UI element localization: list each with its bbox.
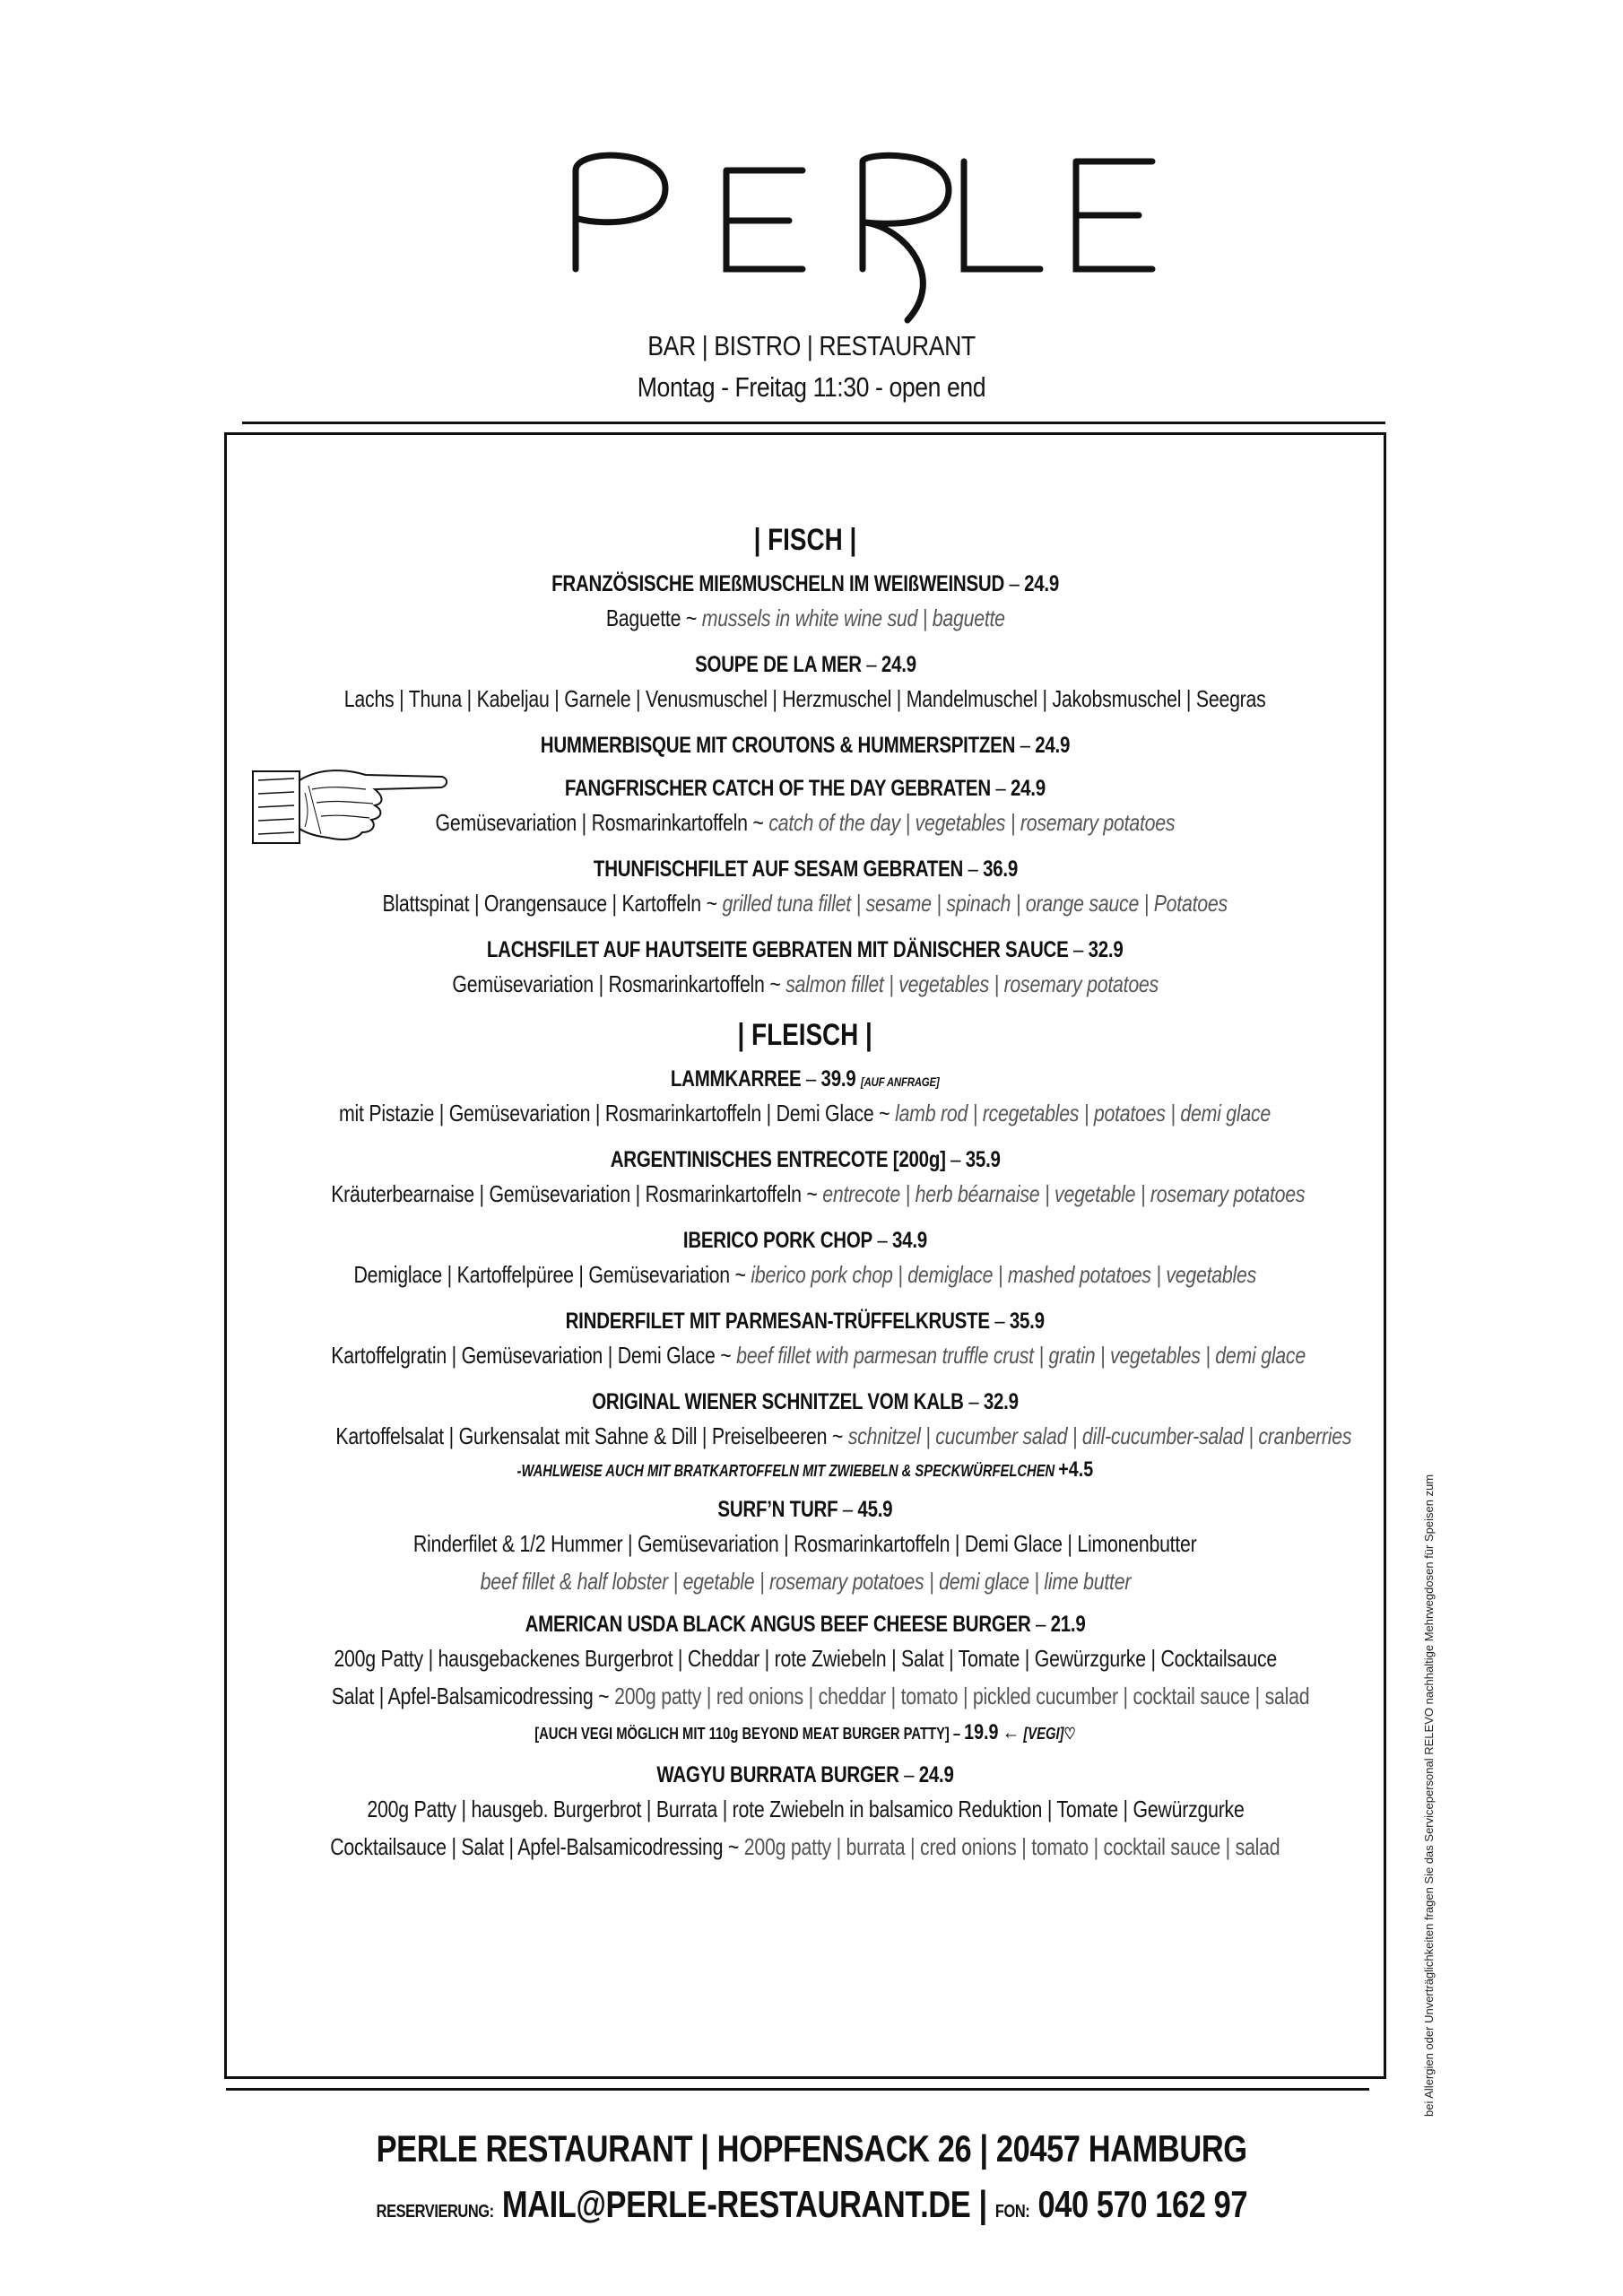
menu-item: FRANZÖSISCHE MIEßMUSCHELN IM WEIßWEINSUD – 24.9 Baguette ~ mussels in white wine sud | baguette [551, 571, 1059, 631]
item-name: RINDERFILET MIT PARMESAN-TRÜFFELKRUSTE [565, 1309, 991, 1334]
section-title-fisch: | FISCH | [753, 523, 857, 557]
footer-address: PERLE RESTAURANT | HOPFENSACK 26 | 20457 HAMBURG [376, 2127, 1247, 2170]
email-link[interactable]: MAIL@PERLE-RESTAURANT.DE [501, 2183, 970, 2225]
item-desc-de: Lachs | Thuna | Kabeljau | Garnele | Venusmuschel | Herzmuschel | Mandelmuschel | Jakobsmuschel | Seegras [344, 685, 1266, 712]
menu-content [224, 520, 1386, 1866]
item-name: WAGYU BURRATA BURGER [656, 1762, 899, 1787]
tagline: BAR | BISTRO | RESTAURANT [647, 330, 976, 361]
item-desc-en: lamb rod | rcegetables | potatoes | demi glace [895, 1100, 1271, 1126]
vegi-option-note: [AUCH VEGI MÖGLICH MIT 110g BEYOND MEAT BURGER PATTY] [534, 1725, 950, 1743]
item-name: HUMMERBISQUE MIT CROUTONS & HUMMERSPITZEN [540, 733, 1016, 758]
menu-item: LACHSFILET AUF HAUTSEITE GEBRATEN MIT DÄNISCHER SAUCE – 32.9 Gemüsevariation | Rosmarinkartoffeln ~ salmon fillet | vegetables | rosemary potatoes [452, 937, 1159, 997]
item-price: 32.9 [983, 1389, 1019, 1414]
opening-hours: Montag - Freitag 11:30 - open end [637, 371, 986, 403]
item-price: 32.9 [1088, 937, 1124, 962]
reservation-label: RESERVIERUNG: [376, 2202, 494, 2222]
item-price: 34.9 [892, 1228, 928, 1253]
item-price: 39.9 [820, 1066, 856, 1091]
menu-item: IBERICO PORK CHOP – 34.9 Demiglace | Kartoffelpüree | Gemüsevariation ~ iberico pork chop | demiglace | mashed potatoes | vegetables [353, 1228, 1257, 1288]
item-desc-en: entrecote | herb béarnaise | vegetable | rosemary potatoes [822, 1180, 1306, 1207]
footer-contact: RESERVIERUNG: MAIL@PERLE-RESTAURANT.DE | FON: 040 570 162 97 [376, 2183, 1247, 2225]
menu-item: ORIGINAL WIENER SCHNITZEL VOM KALB – 32.9 Kartoffelsalat | Gurkensalat mit Sahne & Dill | Preiselbeeren ~ schnitzel | cucumber salad | dill-cucumber-salad | cranberries -WAHLWEISE AUCH MIT BRATKARTOFFELN MIT ZWIEBELN & SPECKWÜRFELCHEN +4.5 [335, 1389, 1352, 1482]
item-desc-de: mit Pistazie | Gemüsevariation | Rosmarinkartoffeln | Demi Glace ~ [339, 1100, 890, 1126]
phone-label: FON: [994, 2202, 1029, 2222]
menu-item: HUMMERBISQUE MIT CROUTONS & HUMMERSPITZEN – 24.9 [540, 733, 1071, 758]
item-price: 24.9 [1035, 733, 1071, 758]
menu-item: FANGFRISCHER CATCH OF THE DAY GEBRATEN – 24.9 Gemüsevariation | Rosmarinkartoffeln ~ catch of the day | vegetables | rosemary potatoes [435, 776, 1176, 836]
section-title-fleisch: | FLEISCH | [737, 1018, 873, 1052]
item-desc-de: Blattspinat | Orangensauce | Kartoffeln ~ [382, 890, 718, 917]
item-desc-de: Rinderfilet & 1/2 Hummer | Gemüsevariation | Rosmarinkartoffeln | Demi Glace | Limonenbutter [413, 1530, 1197, 1557]
item-desc-de: Demiglace | Kartoffelpüree | Gemüsevariation ~ [353, 1261, 746, 1288]
item-desc-en: grilled tuna fillet | sesame | spinach | orange sauce | Potatoes [722, 890, 1228, 917]
item-price: 24.9 [1011, 776, 1046, 801]
item-price: 35.9 [1010, 1309, 1046, 1334]
item-name: SOUPE DE LA MER [694, 652, 862, 677]
item-price: 24.9 [1024, 571, 1059, 596]
item-desc-en: iberico pork chop | demiglace | mashed potatoes | vegetables [751, 1261, 1257, 1288]
item-desc-en: salmon fillet | vegetables | rosemary potatoes [785, 970, 1159, 997]
item-option-note: -WAHLWEISE AUCH MIT BRATKARTOFFELN MIT ZWIEBELN & SPECKWÜRFELCHEN [516, 1462, 1055, 1480]
item-price: 24.9 [918, 1762, 954, 1787]
item-name: IBERICO PORK CHOP [682, 1228, 873, 1253]
item-name: THUNFISCHFILET AUF SESAM GEBRATEN [593, 857, 963, 882]
item-name: LAMMKARREE [671, 1066, 802, 1091]
item-desc-de: Gemüsevariation | Rosmarinkartoffeln ~ [435, 809, 764, 836]
item-price: 35.9 [965, 1147, 1001, 1172]
item-desc-de: Kartoffelsalat | Gurkensalat mit Sahne & Dill | Preiselbeeren ~ [335, 1422, 844, 1449]
menu-item: SURF’N TURF – 45.9 Rinderfilet & 1/2 Hummer | Gemüsevariation | Rosmarinkartoffeln | Demi Glace | Limonenbutter beef fillet & half lobster | egetable | rosemary potatoes | demi glace | lime butter [413, 1497, 1197, 1595]
item-name: SURF’N TURF [717, 1497, 838, 1522]
item-desc-de: Kräuterbearnaise | Gemüsevariation | Rosmarinkartoffeln ~ [331, 1180, 818, 1207]
frame-top-offset-line [242, 422, 1385, 424]
item-name: AMERICAN USDA BLACK ANGUS BEEF CHEESE BURGER [525, 1612, 1031, 1637]
phone-link[interactable]: 040 570 162 97 [1037, 2183, 1247, 2225]
heart-icon: ♡ [1063, 1725, 1076, 1743]
item-desc-en: schnitzel | cucumber salad | dill-cucumber-salad | cranberries [847, 1422, 1352, 1449]
perle-logo [0, 144, 1623, 332]
menu-item: RINDERFILET MIT PARMESAN-TRÜFFELKRUSTE – 35.9 Kartoffelgratin | Gemüsevariation | Demi Glace ~ beef fillet with parmesan truffle crust | gratin | vegetables | demi glace [331, 1309, 1306, 1369]
item-name: FRANZÖSISCHE MIEßMUSCHELN IM WEIßWEINSUD [551, 571, 1004, 596]
left-arrow-icon: ← [1002, 1720, 1020, 1744]
item-desc-de: 200g Patty | hausgeb. Burgerbrot | Burrata | rote Zwiebeln in balsamico Reduktion | Tomate | Gewürzgurke [366, 1796, 1245, 1822]
item-desc-de-2: Salat | Apfel-Balsamicodressing ~ [331, 1683, 610, 1709]
item-option-price: +4.5 [1058, 1457, 1094, 1482]
menu-item: ARGENTINISCHES ENTRECOTE [200g] – 35.9 Kräuterbearnaise | Gemüsevariation | Rosmarinkartoffeln ~ entrecote | herb béarnaise | vegetable | rosemary potatoes [331, 1147, 1306, 1207]
menu-item: AMERICAN USDA BLACK ANGUS BEEF CHEESE BURGER – 21.9 200g Patty | hausgebackenes Burgerbrot | Cheddar | rote Zwiebeln | Salat | Tomate | Gewürzgurke | Cocktailsauce Salat | Apfel-Balsamicodressing ~ 200g patty | red onions | cheddar | tomato | pickled cucumber | cocktail sauce | salad [AUCH VEGI MÖGLICH MIT 110g BEYOND MEAT BURGER PATTY] – 19.9 ← [VEGI]♡ [331, 1612, 1310, 1744]
item-desc-en: mussels in white wine sud | baguette [701, 604, 1005, 631]
item-desc-de: Gemüsevariation | Rosmarinkartoffeln ~ [452, 970, 781, 997]
item-price: 24.9 [881, 652, 916, 677]
frame-bottom-offset-line [226, 2088, 1369, 2091]
item-price: 21.9 [1050, 1612, 1086, 1637]
item-desc-en: 200g patty | red onions | cheddar | tomato | pickled cucumber | cocktail sauce | salad [614, 1683, 1310, 1709]
menu-item: WAGYU BURRATA BURGER – 24.9 200g Patty | hausgeb. Burgerbrot | Burrata | rote Zwiebeln in balsamico Reduktion | Tomate | Gewürzgurke Cocktailsauce | Salat | Apfel-Balsamicodressing ~ 200g patty | burrata | cred onions | tomato | cocktail sauce | salad [330, 1762, 1280, 1860]
item-desc-de-2: Cocktailsauce | Salat | Apfel-Balsamicodressing ~ [330, 1833, 740, 1860]
menu-item: THUNFISCHFILET AUF SESAM GEBRATEN – 36.9 Blattspinat | Orangensauce | Kartoffeln ~ grilled tuna fillet | sesame | spinach | orange sauce | Potatoes [382, 857, 1228, 917]
item-desc-en: catch of the day | vegetables | rosemary potatoes [768, 809, 1176, 836]
availability-tag: [AUF ANFRAGE] [861, 1074, 940, 1089]
item-price: 45.9 [857, 1497, 893, 1522]
item-desc-de: 200g Patty | hausgebackenes Burgerbrot | Cheddar | rote Zwiebeln | Salat | Tomate | Gewürzgurke | Cocktailsauce [334, 1645, 1277, 1672]
item-name: FANGFRISCHER CATCH OF THE DAY GEBRATEN [564, 776, 992, 801]
item-name: ARGENTINISCHES ENTRECOTE [200g] [610, 1147, 946, 1172]
allergy-side-note: bei Allergien oder Unverträglichkeiten fragen Sie das Servicepersonal RELEVO nachhaltige Mehrwegdosen für Speisen zum [1422, 1474, 1436, 2117]
item-desc-en: beef fillet & half lobster | egetable | rosemary potatoes | demi glace | lime butter [480, 1568, 1131, 1595]
item-price: 36.9 [982, 857, 1018, 882]
item-desc-de: Baguette ~ [605, 604, 697, 631]
item-desc-en: beef fillet with parmesan truffle crust | gratin | vegetables | demi glace [736, 1342, 1306, 1369]
menu-item: SOUPE DE LA MER – 24.9 Lachs | Thuna | Kabeljau | Garnele | Venusmuschel | Herzmuschel | Mandelmuschel | Jakobsmuschel | Seegras [344, 652, 1266, 712]
item-name: ORIGINAL WIENER SCHNITZEL VOM KALB [592, 1389, 964, 1414]
vegi-tag: [VEGI] [1023, 1725, 1064, 1743]
vegi-option-price: 19.9 [964, 1720, 999, 1744]
menu-item: LAMMKARREE – 39.9 [AUF ANFRAGE] mit Pistazie | Gemüsevariation | Rosmarinkartoffeln | Demi Glace ~ lamb rod | rcegetables | potatoes | demi glace [339, 1066, 1271, 1126]
item-desc-en: 200g patty | burrata | cred onions | tomato | cocktail sauce | salad [743, 1833, 1280, 1860]
item-desc-de: Kartoffelgratin | Gemüsevariation | Demi Glace ~ [331, 1342, 732, 1369]
item-name: LACHSFILET AUF HAUTSEITE GEBRATEN MIT DÄNISCHER SAUCE [487, 937, 1069, 962]
